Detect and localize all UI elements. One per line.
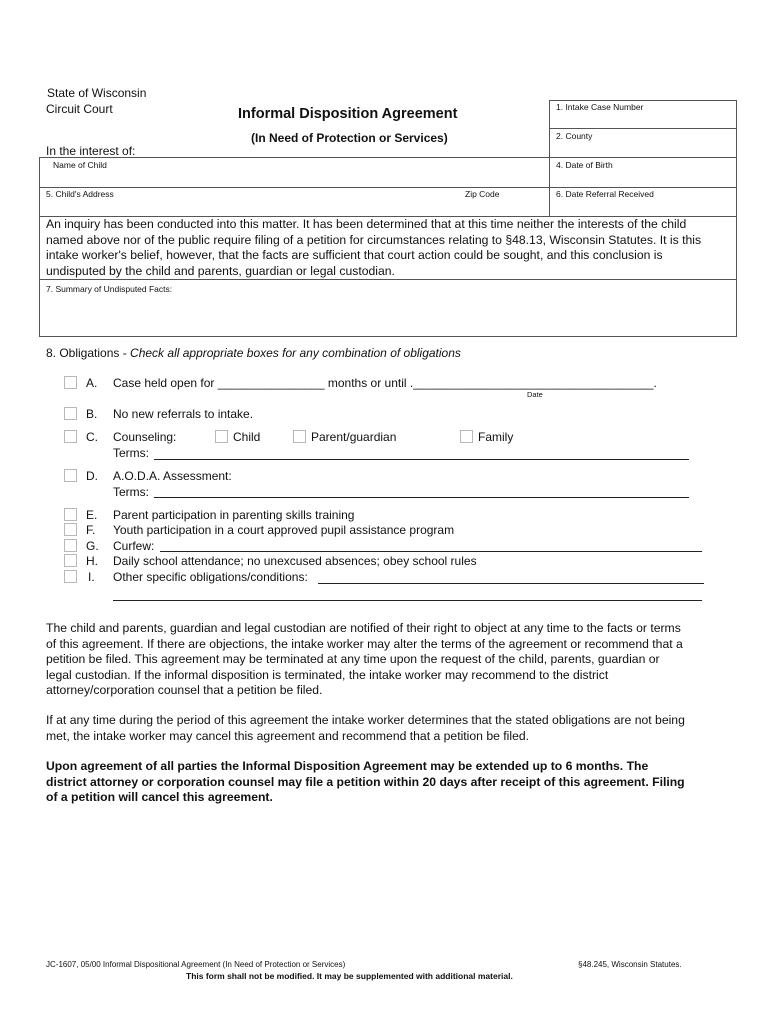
checkbox-child[interactable] bbox=[215, 430, 228, 443]
parent-guardian-option-label: Parent/guardian bbox=[311, 430, 397, 444]
childs-address-field[interactable]: 5. Child's Address bbox=[46, 189, 114, 199]
checkbox-b[interactable] bbox=[64, 407, 77, 420]
extension-paragraph: Upon agreement of all parties the Informal Disposition Agreement may be extended up to 6 months. The district attorney or corporation counsel may file a petition within 20 days after receipt of this agreement. Filing of a petition will cancel this agreement. bbox=[46, 759, 685, 804]
checkbox-f[interactable] bbox=[64, 523, 77, 536]
letter-g: G. bbox=[86, 539, 99, 553]
letter-c: C. bbox=[86, 430, 98, 444]
aoda-label: A.O.D.A. Assessment: bbox=[113, 469, 232, 483]
cancel-paragraph: If at any time during the period of this agreement the intake worker determines that the stated obligations are not being met, the intake worker may cancel this agreement and recommend that a petition be filed. bbox=[46, 713, 685, 743]
inquiry-text: An inquiry has been conducted into this matter. It has been determined that at this time neither the interests of the child named above nor of the public require filing of a petition for circumstances relating to §48.13, Wisconsin Statutes. It is this intake worker's belief, however, that the facts are sufficient that court action could be sought, and this conclusion is undisputed by the child and parents, guardian or legal custodian. bbox=[46, 217, 702, 278]
obligations-heading: 8. Obligations - Check all appropriate boxes for any combination of obligations bbox=[46, 346, 461, 360]
form-subtitle: (In Need of Protection or Services) bbox=[251, 131, 448, 145]
letter-h: H. bbox=[86, 554, 98, 568]
interest-label: In the interest of: bbox=[46, 144, 136, 158]
name-of-child-field[interactable] bbox=[39, 157, 550, 188]
county-field[interactable]: 2. County bbox=[556, 131, 593, 141]
curfew-line[interactable] bbox=[160, 551, 702, 552]
letter-i: I. bbox=[88, 570, 95, 584]
other-obligations-label: Other specific obligations/conditions: bbox=[113, 570, 308, 584]
zip-code-field[interactable]: Zip Code bbox=[465, 189, 500, 199]
date-referral-field[interactable]: 6. Date Referral Received bbox=[556, 189, 654, 199]
letter-b: B. bbox=[86, 407, 98, 421]
letter-d: D. bbox=[86, 469, 98, 483]
case-held-open-text: Case held open for ________________ months or until .____________________________________. bbox=[113, 376, 657, 390]
letter-e: E. bbox=[86, 508, 98, 522]
date-caption: Date bbox=[527, 390, 543, 399]
statute-reference: §48.245, Wisconsin Statutes. bbox=[578, 960, 682, 969]
modification-notice: This form shall not be modified. It may be supplemented with additional material. bbox=[186, 971, 513, 981]
aoda-terms-line[interactable] bbox=[154, 497, 689, 498]
letter-a: A. bbox=[86, 376, 98, 390]
counseling-label: Counseling: bbox=[113, 430, 177, 444]
form-title: Informal Disposition Agreement bbox=[238, 106, 458, 122]
court-label: Circuit Court bbox=[46, 102, 113, 116]
checkbox-h[interactable] bbox=[64, 554, 77, 567]
aoda-terms-label: Terms: bbox=[113, 485, 149, 499]
other-obligations-line[interactable] bbox=[318, 583, 704, 584]
parenting-skills-text: Parent participation in parenting skills training bbox=[113, 508, 355, 522]
intake-case-number-field[interactable]: 1. Intake Case Number bbox=[556, 102, 644, 112]
child-option-label: Child bbox=[233, 430, 261, 444]
no-new-referrals-text: No new referrals to intake. bbox=[113, 407, 254, 421]
checkbox-e[interactable] bbox=[64, 508, 77, 521]
checkbox-c[interactable] bbox=[64, 430, 77, 443]
summary-facts-field[interactable]: 7. Summary of Undisputed Facts: bbox=[46, 284, 173, 294]
letter-f: F. bbox=[86, 523, 96, 537]
school-attendance-text: Daily school attendance; no unexcused absences; obey school rules bbox=[113, 554, 477, 568]
notice-paragraph: The child and parents, guardian and legal custodian are notified of their right to object at any time to the facts or terms of this agreement. If there are objections, the intake worker may alter the terms of the agreement or recommend that a petition be filed. This agreement may be terminated at any time upon the request of the child, parents, guardian or legal custodian. If the informal disposition is terminated, the intake worker may recommend to the district attorney/corporation counsel that a petition be filed. bbox=[46, 621, 683, 697]
state-label: State of Wisconsin bbox=[47, 86, 147, 100]
form-id: JC-1607, 05/00 Informal Dispositional Agreement (In Need of Protection or Services) bbox=[46, 960, 346, 969]
pupil-assistance-text: Youth participation in a court approved pupil assistance program bbox=[113, 523, 455, 537]
name-of-child-label: Name of Child bbox=[53, 160, 107, 170]
checkbox-d[interactable] bbox=[64, 469, 77, 482]
counseling-terms-label: Terms: bbox=[113, 446, 149, 460]
checkbox-family[interactable] bbox=[460, 430, 473, 443]
family-option-label: Family bbox=[478, 430, 514, 444]
checkbox-g[interactable] bbox=[64, 539, 77, 552]
checkbox-i[interactable] bbox=[64, 570, 77, 583]
right-fields-box bbox=[549, 100, 737, 188]
date-of-birth-field[interactable]: 4. Date of Birth bbox=[556, 160, 613, 170]
counseling-terms-line[interactable] bbox=[154, 459, 689, 460]
checkbox-parent-guardian[interactable] bbox=[293, 430, 306, 443]
other-obligations-line-2[interactable] bbox=[113, 600, 702, 601]
checkbox-a[interactable] bbox=[64, 376, 77, 389]
curfew-label: Curfew: bbox=[113, 539, 155, 553]
